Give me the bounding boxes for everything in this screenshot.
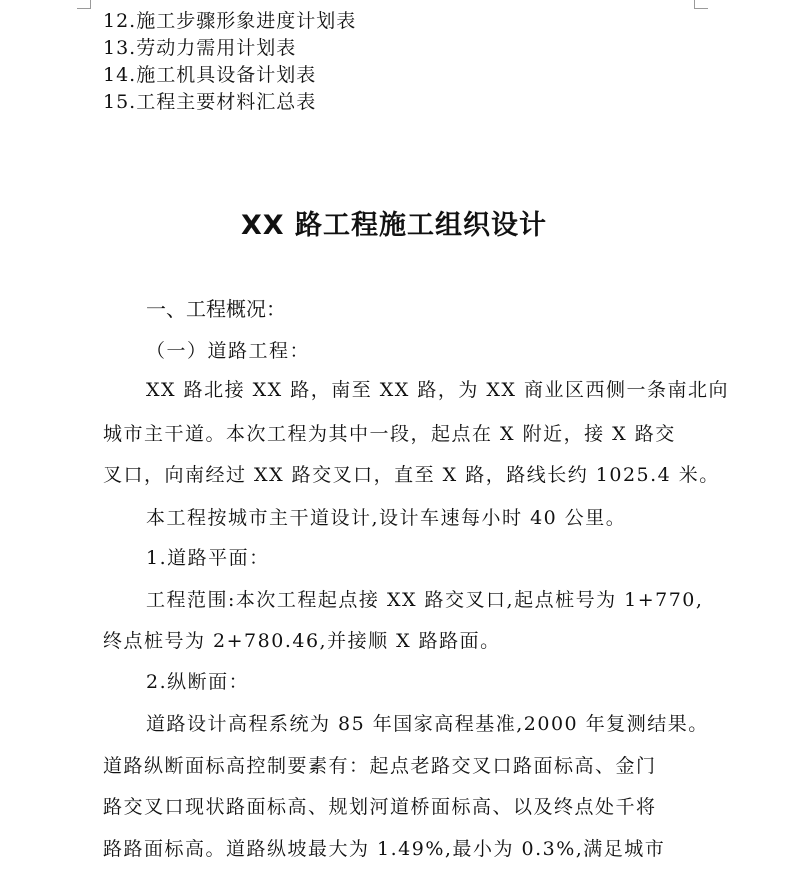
toc-item: 12.施工步骤形象进度计划表 — [103, 10, 357, 32]
document-title: XX 路工程施工组织设计 — [240, 210, 548, 241]
section-heading: 一、工程概况： — [146, 297, 286, 321]
paragraph-line: 叉口，向南经过 XX 路交叉口，直至 X 路，路线长约 1025.4 米。 — [103, 464, 720, 486]
paragraph-line: 城市主干道。本次工程为其中一段，起点在 X 附近，接 X 路交 — [103, 423, 676, 445]
paragraph-line: XX 路北接 XX 路，南至 XX 路，为 XX 商业区西侧一条南北向 — [146, 379, 729, 401]
toc-item: 13.劳动力需用计划表 — [103, 37, 297, 59]
page-corner-mark-left — [77, 0, 91, 9]
paragraph-line: 路路面标高。道路纵坡最大为 1.49%,最小为 0.3%,满足城市 — [103, 838, 666, 860]
numbered-heading: 1.道路平面： — [146, 547, 270, 569]
paragraph-line: 路交叉口现状路面标高、规划河道桥面标高、以及终点处千将 — [103, 796, 657, 818]
toc-item: 14.施工机具设备计划表 — [103, 64, 317, 86]
paragraph-line: 道路纵断面标高控制要素有：起点老路交叉口路面标高、金门 — [103, 755, 657, 777]
toc-item: 15.工程主要材料汇总表 — [103, 91, 317, 113]
page-corner-mark-right — [694, 0, 708, 9]
paragraph-line: 终点桩号为 2+780.46,并接顺 X 路路面。 — [103, 630, 501, 652]
paragraph-line: 道路设计高程系统为 85 年国家高程基准,2000 年复测结果。 — [146, 713, 709, 735]
toc-list — [103, 8, 356, 116]
paragraph-line: 本工程按城市主干道设计,设计车速每小时 40 公里。 — [146, 507, 627, 529]
numbered-heading: 2.纵断面： — [146, 671, 250, 693]
paragraph-line: 工程范围:本次工程起点接 XX 路交叉口,起点桩号为 1+770, — [146, 589, 704, 611]
subsection-heading: （一）道路工程： — [146, 340, 311, 362]
